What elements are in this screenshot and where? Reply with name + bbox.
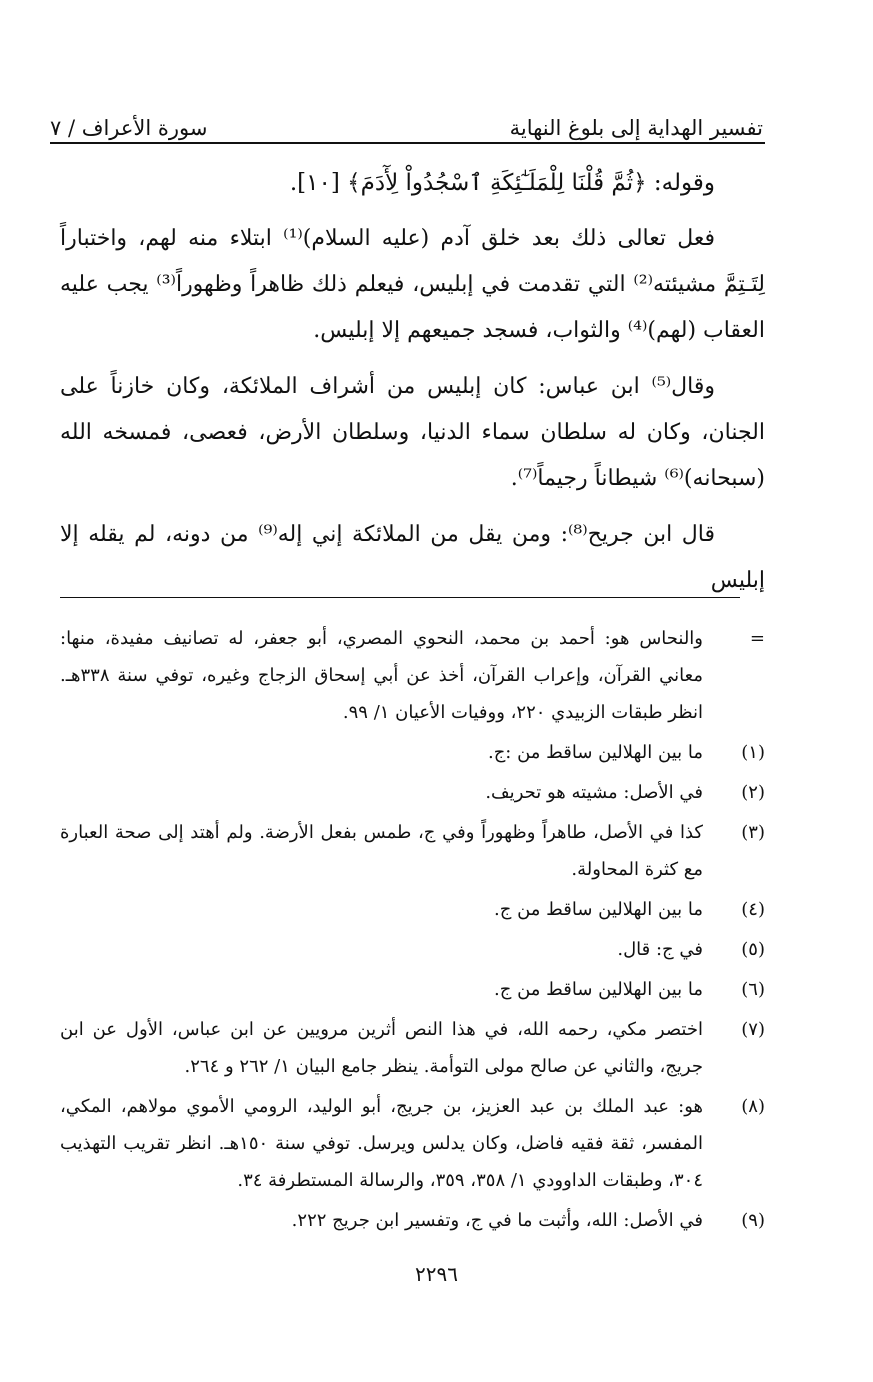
- footnote-number: (٩): [741, 1210, 765, 1231]
- footnote-text: اختصر مكي، رحمه الله، في هذا النص أثرين مرويين عن ابن عباس، الأول عن ابن جريج، والثاني عن صالح مولى التوأمة. ينظر جامع البيان ١/ ٢٦٢ و ٢٦٤.: [60, 1019, 703, 1077]
- footnote-number: (٥): [741, 939, 765, 960]
- body-paragraph: وقال⁽⁵⁾ ابن عباس: كان إبليس من أشراف الملائكة، وكان خازناً على الجنان، وكان له سلطان سماء الدنيا، وسلطان الأرض، فعصى، فمسخه الله (سبحانه)⁽⁶⁾ شيطاناً رجيماً⁽⁷⁾.: [60, 374, 765, 491]
- footnote-number: (٨): [741, 1096, 765, 1117]
- footnote-item: [60, 931, 765, 968]
- footnote-divider: [60, 597, 740, 598]
- footnote-text: في الأصل: الله، وأثبت ما في ج، وتفسير ابن جريج ٢٢٢.: [291, 1210, 703, 1231]
- footnote-item: [60, 1202, 765, 1239]
- header-divider: [50, 142, 765, 144]
- footnote-item: [60, 891, 765, 928]
- footnote-number: (٤): [741, 899, 765, 920]
- body-paragraph: فعل تعالى ذلك بعد خلق آدم (عليه السلام)⁽¹⁾ ابتلاء منه لهم، واختباراً لِتَـتِمَّ مشيئته⁽²⁾ التي تقدمت في إبليس، فيعلم ذلك ظاهراً وظهوراً⁽³⁾ يجب عليه العقاب (لهم)⁽⁴⁾ والثواب، فسجد جميعهم إلا إبليس.: [60, 226, 765, 343]
- main-text: [60, 160, 765, 614]
- footnote-number: =: [749, 628, 765, 649]
- footnote-text: ما بين الهلالين ساقط من ج.: [494, 899, 703, 920]
- footnote-text: ما بين الهلالين ساقط من ج.: [494, 979, 703, 1000]
- footnote-text: في الأصل: مشيته هو تحريف.: [485, 782, 703, 803]
- footnote-item: [60, 620, 765, 731]
- footnote-number: (١): [741, 742, 765, 763]
- footnote-text: والنحاس هو: أحمد بن محمد، النحوي المصري، أبو جعفر، له تصانيف مفيدة، منها: معاني القرآن، وإعراب القرآن، أخذ عن أبي إسحاق الزجاج وغيره، توفي سنة ٣٣٨هـ. انظر طبقات الزبيدي ٢٢٠، ووفيات الأعيان ١/ ٩٩.: [60, 628, 703, 723]
- footnote-text: هو: عبد الملك بن عبد العزيز، بن جريج، أبو الوليد، الرومي الأموي مولاهم، المكي، المفسر، ثقة فقيه فاضل، وكان يدلس ويرسل. توفي سنة ١٥٠هـ. انظر تقريب التهذيب ٣٠٤، وطبقات الداوودي ١/ ٣٥٨، ٣٥٩، والرسالة المستطرفة ٣٤.: [60, 1096, 703, 1191]
- footnote-number: (٦): [741, 979, 765, 1000]
- footnote-item: [60, 1011, 765, 1085]
- verse-paragraph: وقوله: ﴿ثُمَّ قُلْنَا لِلْمَلَـٰٓئِكَةِ ٱسْجُدُواْ لِأٓدَمَ﴾ [١٠].: [289, 170, 715, 196]
- footnotes: [60, 620, 765, 1242]
- footnote-item: [60, 814, 765, 888]
- footnote-item: [60, 774, 765, 811]
- surah-label: سورة الأعراف / ٧: [50, 116, 208, 140]
- footnote-item: [60, 971, 765, 1008]
- footnote-item: [60, 1088, 765, 1199]
- footnote-number: (٣): [741, 822, 765, 843]
- running-header: [50, 100, 763, 140]
- footnote-number: (٢): [741, 782, 765, 803]
- footnote-text: ما بين الهلالين ساقط من :ج.: [487, 742, 703, 763]
- book-title: تفسير الهداية إلى بلوغ النهاية: [509, 116, 763, 140]
- footnote-text: كذا في الأصل، طاهراً وظهوراً وفي ج، طمس بفعل الأرضة. ولم أهتد إلى صحة العبارة مع كثرة المحاولة.: [60, 822, 703, 880]
- footnote-item: [60, 734, 765, 771]
- page-number: ٢٢٩٦: [415, 1262, 458, 1286]
- footnote-text: في ج: قال.: [617, 939, 703, 960]
- body-paragraph: قال ابن جريح⁽⁸⁾: ومن يقل من الملائكة إني إله⁽⁹⁾ من دونه، لم يقله إلا إبليس: [60, 522, 765, 593]
- footnote-number: (٧): [741, 1019, 765, 1040]
